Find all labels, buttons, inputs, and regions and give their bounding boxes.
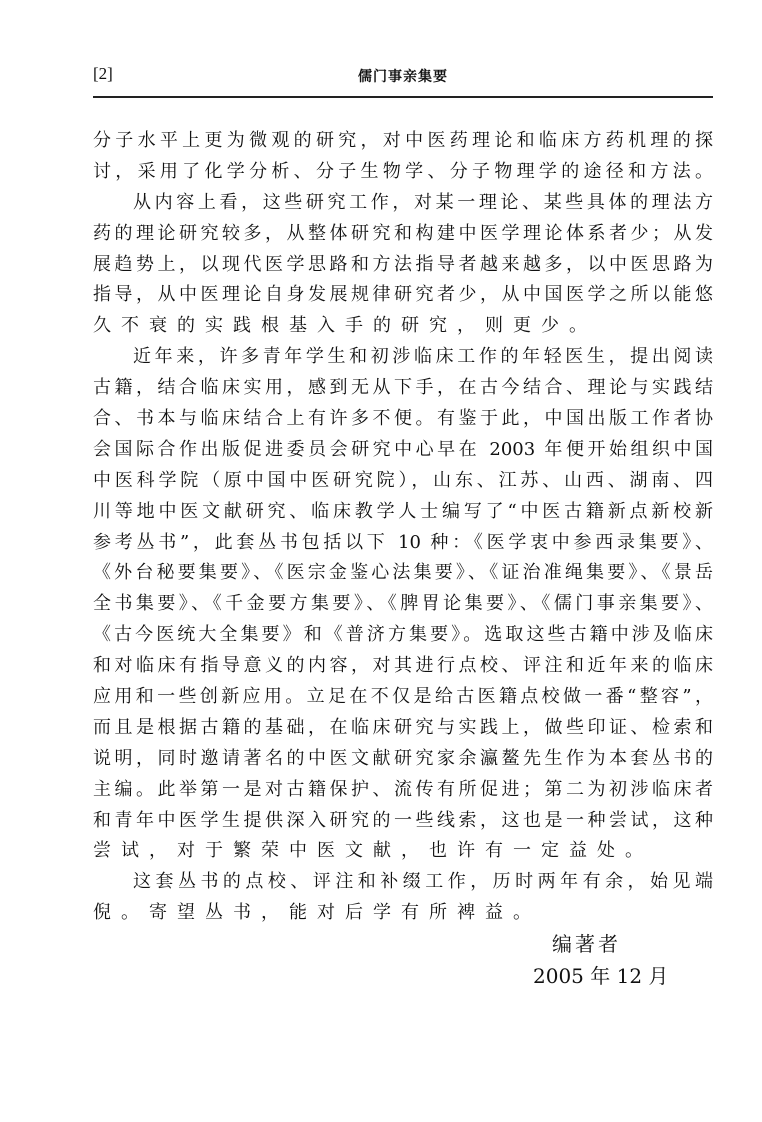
text-line: 中医科学院（原中国中医研究院），山东、江苏、山西、湖南、四 (93, 469, 713, 491)
page-header (93, 62, 713, 92)
text-line: 药的理论研究较多，从整体研究和构建中医学理论体系者少；从发 (93, 222, 713, 244)
text-line: 全书集要》、《千金要方集要》、《脾胃论集要》、《儒门事亲集要》、 (93, 593, 713, 615)
text-line: 而且是根据古籍的基础，在临床研究与实践上，做些印证、检索和 (93, 716, 713, 738)
header-rule (93, 96, 713, 98)
signature-date: 2005 年 12 月 (533, 964, 669, 988)
paragraph (93, 188, 713, 342)
text-line: 展趋势上，以现代医学思路和方法指导者越来越多，以中医思路为 (93, 253, 713, 275)
text-line: 川等地中医文献研究、临床教学人士编写了“中医古籍新点新校新 (93, 500, 713, 522)
text-line: 近年来，许多青年学生和初涉临床工作的年轻医生，提出阅读 (133, 346, 713, 368)
text-line: 合、书本与临床结合上有许多不便。有鉴于此，中国出版工作者协 (93, 408, 713, 430)
text-line: 指导，从中医理论自身发展规律研究者少，从中国医学之所以能悠 (93, 284, 713, 306)
text-line: 从内容上看，这些研究工作，对某一理论、某些具体的理法方 (133, 191, 713, 213)
text-line: 《古今医统大全集要》和《普济方集要》。选取这些古籍中涉及临床 (93, 624, 713, 646)
text-line: 参考丛书”，此套丛书包括以下 10 种：《医学衷中参西录集要》、 (93, 531, 713, 553)
text-line: 这套丛书的点校、评注和补缀工作，历时两年有余，始见端 (133, 871, 713, 893)
text-line: 说明，同时邀请著名的中医文献研究家余瀛鳌先生作为本套丛书的 (93, 747, 713, 769)
paragraph (93, 867, 713, 929)
text-line: 和青年中医学生提供深入研究的一些线索，这也是一种尝试，这种 (93, 809, 713, 831)
text-line: 主编。此举第一是对古籍保护、流传有所促进；第二为初涉临床者 (93, 778, 713, 800)
page-number: [2] (93, 64, 113, 83)
text-line: 分子水平上更为微观的研究，对中医药理论和临床方药机理的探 (93, 130, 713, 151)
text-line: 久不衰的实践根基入手的研究，则更少。 (93, 315, 597, 337)
running-title: 儒门事亲集要 (358, 69, 448, 85)
paragraph (93, 342, 713, 867)
text-line: 古籍，结合临床实用，感到无从下手，在古今结合、理论与实践结 (93, 377, 713, 399)
text-line: 会国际合作出版促进委员会研究中心早在 2003 年便开始组织中国 (93, 438, 713, 460)
body-text (93, 126, 713, 929)
text-line: 尝试，对于繁荣中医文献，也许有一定益处。 (93, 840, 653, 862)
paragraph (93, 126, 713, 188)
text-line: 《外台秘要集要》、《医宗金鉴心法集要》、《证治准绳集要》、《景岳 (93, 562, 713, 584)
text-line: 讨，采用了化学分析、分子生物学、分子物理学的途径和方法。 (93, 160, 713, 182)
signature-author: 编著者 (552, 932, 621, 956)
text-line: 倪。寄望丛书，能对后学有所裨益。 (93, 902, 541, 924)
text-line: 应用和一些创新应用。立足在不仅是给古医籍点校做一番“整容”， (93, 686, 713, 708)
text-line: 和对临床有指导意义的内容，对其进行点校、评注和近年来的临床 (93, 655, 713, 677)
